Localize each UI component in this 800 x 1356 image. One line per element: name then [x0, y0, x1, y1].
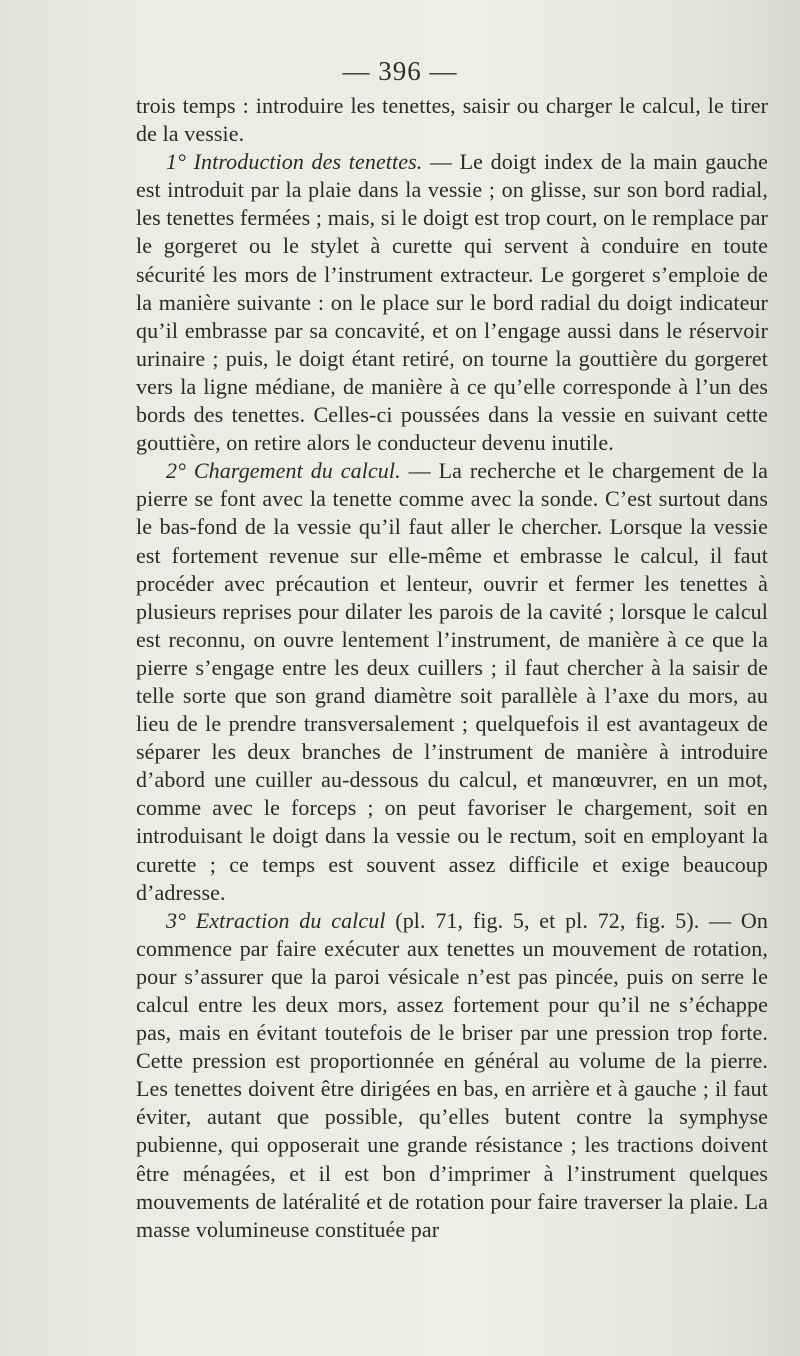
- paragraph-introduction: [136, 148, 768, 457]
- body-text: [136, 92, 768, 1244]
- paragraph-chargement: [136, 457, 768, 907]
- paragraph-text: — Le doigt index de la main gauche est introduit par la plaie dans la vessie ; on glisse, sur son bord radial, les tenettes fermées ; mais, si le doigt est trop court, on le remplace par le gorgeret ou le stylet à curette qui servent à conduire en toute sécurité les mors de l’instrument extracteur. Le gorgeret s’emploie de la manière suivante : on le place sur le bord radial du doigt indicateur qu’il embrasse par sa concavité, et on l’engage aussi dans le réservoir urinaire ; puis, le doigt étant retiré, on tourne la gouttière du gorgeret vers la ligne médiane, de manière à ce qu’elle corresponde à l’un des bords des tenettes. Celles-ci poussées dans la vessie en suivant cette gouttière, on retire alors le conducteur devenu inutile.: [136, 149, 768, 456]
- section-heading: 2° Chargement du calcul.: [166, 458, 401, 484]
- paragraph-continuation: [136, 92, 768, 148]
- paragraph-text: — La recherche et le chargement de la pierre se font avec la tenette comme avec la sonde. C’est surtout dans le bas-fond de la vessie qu’il faut aller le chercher. Lorsque la vessie est fortement revenue sur elle-même et embrasse le calcul, il faut procéder avec précaution et lenteur, ouvrir et fermer les tenettes à plusieurs reprises pour dilater les parois de la cavité ; lorsque le calcul est reconnu, on ouvre lentement l’instrument, de manière à ce que la pierre s’engage entre les deux cuillers ; il faut chercher à la saisir de telle sorte que son grand diamètre soit parallèle à l’axe du mors, au lieu de le prendre transversalement ; quelquefois il est avantageux de séparer les deux branches de l’instrument de manière à introduire d’abord une cuiller au-dessous du calcul, et manœuvrer, en un mot, comme avec le forceps ; on peut favoriser le chargement, soit en introduisant le doigt dans la vessie ou le rectum, soit en employant la curette ; ce temps est souvent assez difficile et exige beaucoup d’adresse.: [136, 458, 768, 905]
- paragraph-text: trois temps : introduire les tenettes, saisir ou charger le calcul, le tirer de la vessie.: [136, 93, 768, 147]
- section-heading: 1° Introduction des tenettes.: [166, 149, 423, 175]
- section-heading: 3° Extraction du calcul: [166, 907, 386, 933]
- paragraph-text: (pl. 71, fig. 5, et pl. 72, fig. 5). — On commence par faire exécuter aux tenettes un mouvement de rotation, pour s’assurer que la paroi vésicale n’est pas pincée, puis on serre le calcul entre les deux mors, assez fortement pour qu’il ne s’échappe pas, mais en évitant toutefois de le briser par une pression trop forte. Cette pression est proportionnée en général au volume de la pierre. Les tenettes doivent être dirigées en bas, en arrière et à gauche ; il faut éviter, autant que possible, qu’elles butent contre la symphyse pubienne, qui opposerait une grande résistance ; les tractions doivent être ménagées, et il est bon d’imprimer à l’instrument quelques mouvements de latéralité et de rotation pour faire traverser la plaie. La masse volumineuse constituée par: [136, 907, 769, 1242]
- paragraph-extraction: [136, 907, 768, 1244]
- page-number: — 396 —: [342, 56, 458, 86]
